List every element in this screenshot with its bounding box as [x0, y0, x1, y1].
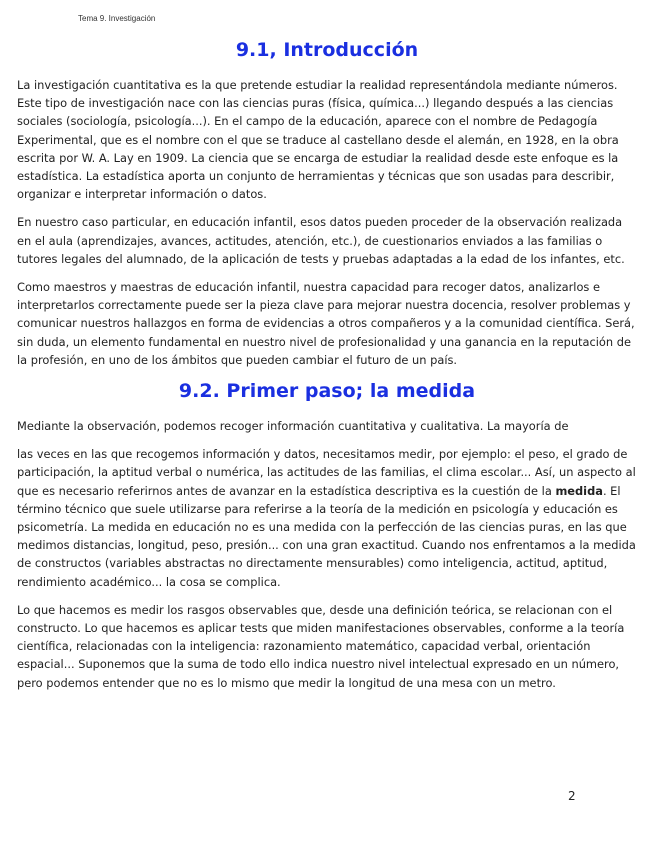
section-heading-primer-paso: 9.2. Primer paso; la medida — [178, 380, 476, 403]
paragraph: Como maestros y maestras de educación infantil, nuestra capacidad para recoger datos, analizarlos e interpretarlos correctamente puede ser la pieza clave para mejorar nuestra docencia, resolver problemas y comunicar nuestros hallazgos en forma de evidencias a otros compañeros y a la comunidad científica. Será, sin duda, un elemento fundamental en nuestro nivel de profesionalidad y una ganancia en la reputación de la profesión, en uno de los ámbitos que pueden cambiar el futuro de un país. — [17, 280, 635, 367]
page-number: 2 — [568, 789, 576, 803]
running-header: Tema 9. Investigación — [78, 14, 156, 23]
paragraph: Mediante la observación, podemos recoger información cuantitativa y cualitativa. La mayoría de — [17, 419, 569, 434]
paragraph: En nuestro caso particular, en educación infantil, esos datos pueden proceder de la observación realizada en el aula (aprendizajes, avances, actitudes, atención, etc.), de cuestionarios enviados a las familias o tutores legales del alumnado, de la aplicación de tests y pruebas adaptadas a la edad de los infantes, etc. — [17, 215, 625, 266]
paragraph-medida — [17, 445, 637, 591]
paragraph-text: . El término técnico que suele utilizarse para referirse a la teoría de la medición en psicología y educación es psicometría. La medida en educación no es una medida con la perfección de las ciencias puras, en las que medimos distancias, longitud, peso, presión... con una gran exactitud. Cuando nos enfrentamos a la medida de constructos (variables abstractas no directamente mensurables) como inteligencia, actitud, aptitud, rendimiento académico... la cosa se complica. — [17, 483, 636, 589]
paragraph: La investigación cuantitativa es la que pretende estudiar la realidad representándola mediante números. Este tipo de investigación nace con las ciencias puras (física, química...) llegando después a las ciencias sociales (sociología, psicología...). En el campo de la educación, aparece con el nombre de Pedagogía Experimental, que es el nombre con el que se traduce al castellano desde el alemán, en 1928, en la obra escrita por W. A. Lay en 1909. La ciencia que se encarga de estudiar la realidad desde este enfoque es la estadística. La estadística aporta un conjunto de herramientas y técnicas que son usadas para describir, organizar e interpretar información o datos. — [17, 78, 619, 202]
paragraph: Lo que hacemos es medir los rasgos observables que, desde una definición teórica, se relacionan con el constructo. Lo que hacemos es aplicar tests que miden manifestaciones observables, conforme a la teoría científica, relacionadas con la inteligencia: razonamiento matemático, capacidad verbal, orientación espacial... Suponemos que la suma de todo ello indica nuestro nivel intelectual expresado en un número, pero podemos entender que no es lo mismo que medir la longitud de una mesa con un metro. — [17, 602, 625, 690]
bold-term-medida: medida — [555, 483, 603, 498]
paragraph-text: las veces en las que recogemos información y datos, necesitamos medir, por ejemplo: el peso, el grado de participación, la aptitud verbal o numérica, las actitudes de las familias, el clima escolar... Así, un aspecto al que es necesario referirnos antes de avanzar en la estadística descriptiva es la cuestión de la — [17, 447, 636, 498]
document-body — [17, 36, 637, 702]
section-heading-introduccion: 9.1, Introducción — [235, 39, 419, 61]
